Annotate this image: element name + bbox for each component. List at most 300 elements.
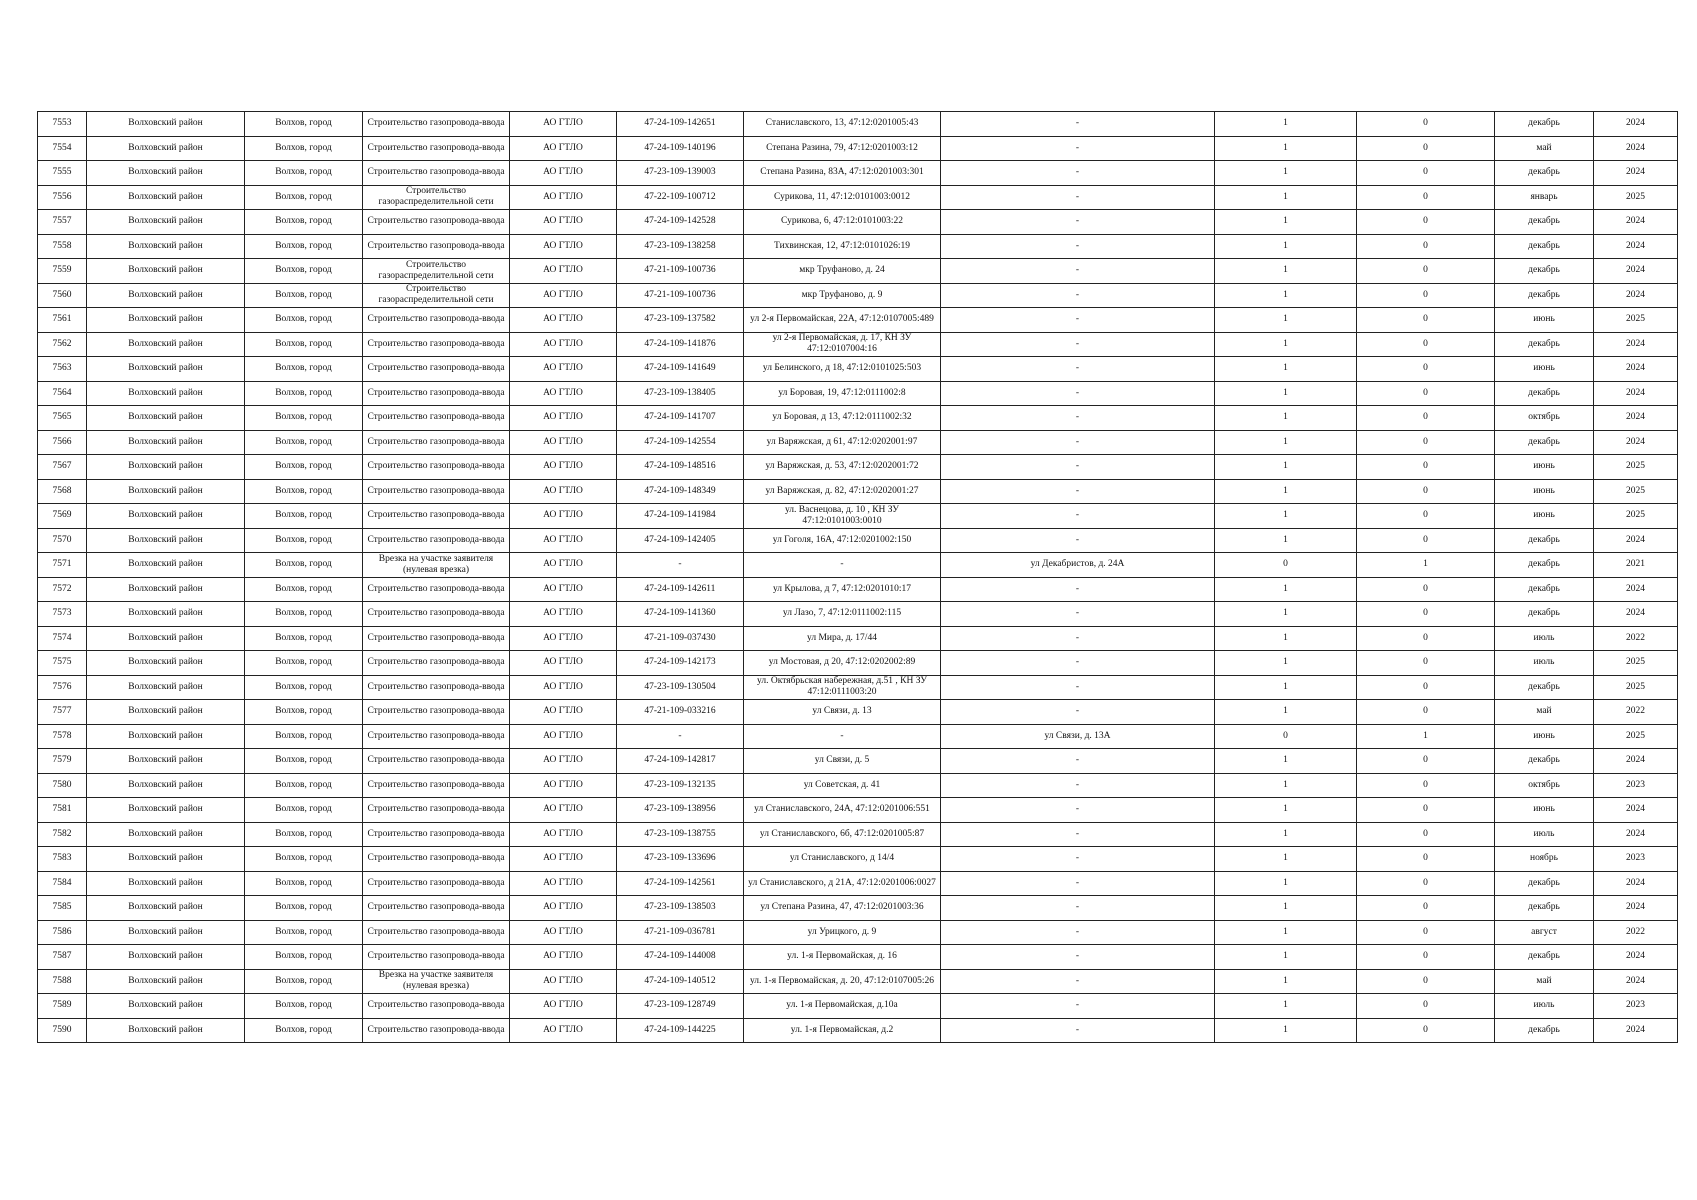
cell-year: 2025: [1594, 479, 1678, 504]
table-row: [38, 161, 1678, 186]
cell-count-a: 1: [1215, 822, 1357, 847]
cell-address: -: [744, 553, 941, 578]
cell-count-b: 0: [1357, 822, 1495, 847]
cell-settlement: Волхов, город: [245, 504, 363, 529]
cell-count-a: 1: [1215, 675, 1357, 700]
cell-count-a: 1: [1215, 994, 1357, 1019]
cell-address: -: [744, 724, 941, 749]
cell-count-b: 0: [1357, 210, 1495, 235]
cell-work-type: Строительство газопровода-ввода: [363, 332, 510, 357]
cell-address: Степана Разина, 79, 47:12:0201003:12: [744, 136, 941, 161]
cell-year: 2024: [1594, 161, 1678, 186]
cell-settlement: Волхов, город: [245, 455, 363, 480]
cell-work-type: Строительство газопровода-ввода: [363, 1018, 510, 1043]
cell-work-type: Строительство газопровода-ввода: [363, 210, 510, 235]
cell-address: Тихвинская, 12, 47:12:0101026:19: [744, 234, 941, 259]
cell-registry-number: -: [617, 724, 744, 749]
cell-district: Волховский район: [87, 969, 245, 994]
cell-row-number: 7581: [38, 798, 87, 823]
cell-count-b: 0: [1357, 283, 1495, 308]
table-row: [38, 920, 1678, 945]
cell-address: ул Крылова, д 7, 47:12:0201010:17: [744, 577, 941, 602]
cell-work-type: Строительство газопровода-ввода: [363, 749, 510, 774]
cell-month: май: [1495, 136, 1594, 161]
cell-registry-number: 47-23-109-138755: [617, 822, 744, 847]
table-row: [38, 749, 1678, 774]
cell-year: 2025: [1594, 308, 1678, 333]
cell-organization: АО ГТЛО: [510, 969, 617, 994]
cell-organization: АО ГТЛО: [510, 602, 617, 627]
cell-count-b: 0: [1357, 577, 1495, 602]
cell-year: 2024: [1594, 112, 1678, 137]
cell-district: Волховский район: [87, 112, 245, 137]
cell-registry-number: 47-23-109-138405: [617, 381, 744, 406]
cell-organization: АО ГТЛО: [510, 577, 617, 602]
table-row: [38, 1018, 1678, 1043]
cell-month: декабрь: [1495, 381, 1594, 406]
cell-count-b: 0: [1357, 871, 1495, 896]
cell-alt-address: -: [941, 798, 1215, 823]
cell-address: ул Лазо, 7, 47:12:0111002:115: [744, 602, 941, 627]
cell-organization: АО ГТЛО: [510, 798, 617, 823]
cell-row-number: 7570: [38, 528, 87, 553]
cell-alt-address: ул Декабристов, д. 24А: [941, 553, 1215, 578]
cell-count-b: 0: [1357, 920, 1495, 945]
cell-row-number: 7579: [38, 749, 87, 774]
cell-work-type: Строительство газораспределительной сети: [363, 185, 510, 210]
cell-year: 2025: [1594, 455, 1678, 480]
cell-registry-number: 47-24-109-144008: [617, 945, 744, 970]
cell-settlement: Волхов, город: [245, 822, 363, 847]
cell-organization: АО ГТЛО: [510, 1018, 617, 1043]
cell-district: Волховский район: [87, 234, 245, 259]
cell-count-a: 0: [1215, 724, 1357, 749]
cell-month: декабрь: [1495, 553, 1594, 578]
cell-address: ул Урицкого, д. 9: [744, 920, 941, 945]
cell-address: Степана Разина, 83А, 47:12:0201003:301: [744, 161, 941, 186]
cell-alt-address: -: [941, 357, 1215, 382]
cell-work-type: Строительство газопровода-ввода: [363, 504, 510, 529]
cell-count-a: 1: [1215, 700, 1357, 725]
cell-organization: АО ГТЛО: [510, 920, 617, 945]
cell-work-type: Строительство газопровода-ввода: [363, 528, 510, 553]
cell-count-a: 1: [1215, 430, 1357, 455]
cell-registry-number: 47-24-109-142405: [617, 528, 744, 553]
cell-alt-address: -: [941, 847, 1215, 872]
cell-settlement: Волхов, город: [245, 896, 363, 921]
cell-row-number: 7554: [38, 136, 87, 161]
cell-registry-number: 47-24-109-142561: [617, 871, 744, 896]
cell-count-a: 1: [1215, 847, 1357, 872]
table-row: [38, 896, 1678, 921]
cell-settlement: Волхов, город: [245, 969, 363, 994]
cell-settlement: Волхов, город: [245, 994, 363, 1019]
cell-count-a: 1: [1215, 357, 1357, 382]
cell-alt-address: -: [941, 381, 1215, 406]
cell-settlement: Волхов, город: [245, 847, 363, 872]
cell-count-b: 0: [1357, 675, 1495, 700]
cell-registry-number: 47-23-109-130504: [617, 675, 744, 700]
cell-year: 2024: [1594, 798, 1678, 823]
cell-month: июнь: [1495, 504, 1594, 529]
cell-year: 2024: [1594, 234, 1678, 259]
cell-year: 2022: [1594, 700, 1678, 725]
cell-year: 2024: [1594, 969, 1678, 994]
cell-registry-number: 47-21-109-037430: [617, 626, 744, 651]
cell-year: 2024: [1594, 259, 1678, 284]
cell-settlement: Волхов, город: [245, 381, 363, 406]
cell-alt-address: -: [941, 332, 1215, 357]
cell-alt-address: -: [941, 749, 1215, 774]
cell-year: 2025: [1594, 724, 1678, 749]
cell-month: июнь: [1495, 357, 1594, 382]
cell-registry-number: 47-24-109-142651: [617, 112, 744, 137]
cell-count-b: 0: [1357, 626, 1495, 651]
cell-address: ул. 1-я Первомайская, д.10а: [744, 994, 941, 1019]
cell-work-type: Строительство газопровода-ввода: [363, 798, 510, 823]
cell-row-number: 7588: [38, 969, 87, 994]
cell-work-type: Врезка на участке заявителя (нулевая врезка): [363, 969, 510, 994]
cell-registry-number: 47-24-109-141984: [617, 504, 744, 529]
cell-month: июнь: [1495, 455, 1594, 480]
cell-alt-address: -: [941, 185, 1215, 210]
table-row: [38, 112, 1678, 137]
cell-organization: АО ГТЛО: [510, 626, 617, 651]
table-row: [38, 651, 1678, 676]
cell-month: июль: [1495, 822, 1594, 847]
cell-month: декабрь: [1495, 283, 1594, 308]
cell-year: 2022: [1594, 920, 1678, 945]
cell-month: октябрь: [1495, 406, 1594, 431]
table-row: [38, 773, 1678, 798]
cell-organization: АО ГТЛО: [510, 553, 617, 578]
cell-address: ул Гоголя, 16А, 47:12:0201002:150: [744, 528, 941, 553]
cell-organization: АО ГТЛО: [510, 381, 617, 406]
cell-month: май: [1495, 969, 1594, 994]
cell-address: ул. Октябрьская набережная, д.51 , КН ЗУ 47:12:0111003:20: [744, 675, 941, 700]
cell-year: 2024: [1594, 896, 1678, 921]
cell-alt-address: -: [941, 822, 1215, 847]
cell-year: 2024: [1594, 406, 1678, 431]
table-row: [38, 847, 1678, 872]
cell-settlement: Волхов, город: [245, 210, 363, 235]
cell-count-b: 0: [1357, 969, 1495, 994]
cell-registry-number: 47-23-109-128749: [617, 994, 744, 1019]
cell-settlement: Волхов, город: [245, 136, 363, 161]
cell-year: 2024: [1594, 602, 1678, 627]
cell-address: ул Варяжская, д. 53, 47:12:0202001:72: [744, 455, 941, 480]
cell-work-type: Строительство газопровода-ввода: [363, 602, 510, 627]
cell-count-b: 0: [1357, 798, 1495, 823]
cell-registry-number: 47-23-109-138258: [617, 234, 744, 259]
cell-organization: АО ГТЛО: [510, 651, 617, 676]
cell-alt-address: -: [941, 1018, 1215, 1043]
cell-count-a: 1: [1215, 381, 1357, 406]
cell-month: июль: [1495, 626, 1594, 651]
cell-district: Волховский район: [87, 724, 245, 749]
cell-address: ул Связи, д. 13: [744, 700, 941, 725]
table-body: [38, 112, 1678, 1043]
cell-organization: АО ГТЛО: [510, 749, 617, 774]
cell-alt-address: -: [941, 406, 1215, 431]
cell-count-b: 0: [1357, 259, 1495, 284]
cell-month: октябрь: [1495, 773, 1594, 798]
cell-organization: АО ГТЛО: [510, 455, 617, 480]
cell-alt-address: -: [941, 430, 1215, 455]
cell-alt-address: -: [941, 945, 1215, 970]
table-row: [38, 553, 1678, 578]
cell-alt-address: -: [941, 602, 1215, 627]
cell-count-a: 1: [1215, 406, 1357, 431]
cell-address: Сурикова, 11, 47:12:0101003:0012: [744, 185, 941, 210]
cell-row-number: 7574: [38, 626, 87, 651]
cell-alt-address: -: [941, 112, 1215, 137]
cell-count-b: 0: [1357, 430, 1495, 455]
cell-settlement: Волхов, город: [245, 700, 363, 725]
cell-alt-address: -: [941, 675, 1215, 700]
cell-work-type: Строительство газопровода-ввода: [363, 700, 510, 725]
cell-row-number: 7580: [38, 773, 87, 798]
table-row: [38, 700, 1678, 725]
table-row: [38, 259, 1678, 284]
cell-district: Волховский район: [87, 381, 245, 406]
cell-organization: АО ГТЛО: [510, 773, 617, 798]
cell-year: 2025: [1594, 185, 1678, 210]
cell-registry-number: 47-24-109-141649: [617, 357, 744, 382]
cell-row-number: 7587: [38, 945, 87, 970]
cell-count-b: 0: [1357, 161, 1495, 186]
cell-organization: АО ГТЛО: [510, 945, 617, 970]
cell-count-b: 0: [1357, 185, 1495, 210]
cell-district: Волховский район: [87, 920, 245, 945]
cell-district: Волховский район: [87, 136, 245, 161]
cell-year: 2024: [1594, 749, 1678, 774]
cell-alt-address: -: [941, 136, 1215, 161]
cell-work-type: Врезка на участке заявителя (нулевая врезка): [363, 553, 510, 578]
cell-settlement: Волхов, город: [245, 332, 363, 357]
cell-address: ул. 1-я Первомайская, д.2: [744, 1018, 941, 1043]
cell-address: ул Степана Разина, 47, 47:12:0201003:36: [744, 896, 941, 921]
cell-work-type: Строительство газопровода-ввода: [363, 112, 510, 137]
cell-month: декабрь: [1495, 945, 1594, 970]
cell-alt-address: -: [941, 234, 1215, 259]
table-row: [38, 602, 1678, 627]
cell-district: Волховский район: [87, 283, 245, 308]
cell-settlement: Волхов, город: [245, 626, 363, 651]
table-row: [38, 528, 1678, 553]
cell-organization: АО ГТЛО: [510, 700, 617, 725]
cell-count-b: 0: [1357, 381, 1495, 406]
cell-district: Волховский район: [87, 626, 245, 651]
cell-registry-number: 47-24-109-142554: [617, 430, 744, 455]
cell-count-a: 1: [1215, 332, 1357, 357]
cell-address: мкр Труфаново, д. 9: [744, 283, 941, 308]
cell-registry-number: 47-24-109-142173: [617, 651, 744, 676]
table-row: [38, 479, 1678, 504]
cell-district: Волховский район: [87, 357, 245, 382]
cell-count-b: 1: [1357, 553, 1495, 578]
cell-work-type: Строительство газопровода-ввода: [363, 577, 510, 602]
cell-settlement: Волхов, город: [245, 112, 363, 137]
cell-year: 2023: [1594, 773, 1678, 798]
cell-work-type: Строительство газопровода-ввода: [363, 136, 510, 161]
cell-organization: АО ГТЛО: [510, 259, 617, 284]
cell-settlement: Волхов, город: [245, 749, 363, 774]
cell-count-b: 0: [1357, 945, 1495, 970]
cell-work-type: Строительство газопровода-ввода: [363, 822, 510, 847]
cell-district: Волховский район: [87, 847, 245, 872]
cell-registry-number: 47-24-109-142817: [617, 749, 744, 774]
cell-month: июнь: [1495, 308, 1594, 333]
cell-settlement: Волхов, город: [245, 651, 363, 676]
cell-count-b: 0: [1357, 773, 1495, 798]
cell-month: июль: [1495, 994, 1594, 1019]
cell-address: ул Боровая, 19, 47:12:0111002:8: [744, 381, 941, 406]
cell-count-a: 1: [1215, 626, 1357, 651]
cell-district: Волховский район: [87, 161, 245, 186]
cell-row-number: 7578: [38, 724, 87, 749]
cell-count-b: 0: [1357, 749, 1495, 774]
cell-work-type: Строительство газопровода-ввода: [363, 479, 510, 504]
cell-district: Волховский район: [87, 773, 245, 798]
table-row: [38, 430, 1678, 455]
cell-row-number: 7566: [38, 430, 87, 455]
cell-count-a: 1: [1215, 455, 1357, 480]
table-row: [38, 724, 1678, 749]
cell-registry-number: 47-24-109-141360: [617, 602, 744, 627]
cell-month: август: [1495, 920, 1594, 945]
cell-month: июнь: [1495, 724, 1594, 749]
cell-organization: АО ГТЛО: [510, 479, 617, 504]
cell-count-a: 1: [1215, 528, 1357, 553]
cell-settlement: Волхов, город: [245, 161, 363, 186]
cell-alt-address: -: [941, 283, 1215, 308]
cell-month: май: [1495, 700, 1594, 725]
cell-year: 2024: [1594, 210, 1678, 235]
cell-count-b: 0: [1357, 332, 1495, 357]
cell-organization: АО ГТЛО: [510, 185, 617, 210]
cell-row-number: 7572: [38, 577, 87, 602]
cell-row-number: 7564: [38, 381, 87, 406]
cell-organization: АО ГТЛО: [510, 724, 617, 749]
cell-month: декабрь: [1495, 112, 1594, 137]
cell-work-type: Строительство газопровода-ввода: [363, 847, 510, 872]
cell-settlement: Волхов, город: [245, 945, 363, 970]
cell-work-type: Строительство газопровода-ввода: [363, 675, 510, 700]
cell-year: 2025: [1594, 651, 1678, 676]
cell-year: 2023: [1594, 994, 1678, 1019]
cell-registry-number: 47-24-109-140196: [617, 136, 744, 161]
cell-month: июнь: [1495, 479, 1594, 504]
cell-district: Волховский район: [87, 749, 245, 774]
cell-alt-address: -: [941, 896, 1215, 921]
cell-address: Станиславского, 13, 47:12:0201005:43: [744, 112, 941, 137]
cell-registry-number: 47-23-109-133696: [617, 847, 744, 872]
table-row: [38, 969, 1678, 994]
table-row: [38, 626, 1678, 651]
cell-organization: АО ГТЛО: [510, 308, 617, 333]
cell-count-a: 1: [1215, 798, 1357, 823]
cell-row-number: 7575: [38, 651, 87, 676]
cell-alt-address: -: [941, 871, 1215, 896]
cell-count-a: 1: [1215, 577, 1357, 602]
cell-settlement: Волхов, город: [245, 406, 363, 431]
cell-count-a: 1: [1215, 969, 1357, 994]
cell-work-type: Строительство газопровода-ввода: [363, 357, 510, 382]
cell-count-b: 0: [1357, 406, 1495, 431]
cell-registry-number: 47-23-109-139003: [617, 161, 744, 186]
cell-work-type: Строительство газопровода-ввода: [363, 651, 510, 676]
cell-registry-number: 47-24-109-144225: [617, 1018, 744, 1043]
cell-alt-address: -: [941, 455, 1215, 480]
cell-year: 2023: [1594, 847, 1678, 872]
cell-month: декабрь: [1495, 430, 1594, 455]
cell-count-a: 1: [1215, 920, 1357, 945]
cell-settlement: Волхов, город: [245, 430, 363, 455]
cell-count-a: 1: [1215, 259, 1357, 284]
data-table: [37, 111, 1678, 1043]
cell-year: 2024: [1594, 1018, 1678, 1043]
cell-district: Волховский район: [87, 479, 245, 504]
cell-settlement: Волхов, город: [245, 871, 363, 896]
cell-year: 2024: [1594, 283, 1678, 308]
cell-count-a: 1: [1215, 479, 1357, 504]
cell-registry-number: 47-24-109-142528: [617, 210, 744, 235]
cell-district: Волховский район: [87, 822, 245, 847]
cell-count-a: 1: [1215, 308, 1357, 333]
cell-work-type: Строительство газопровода-ввода: [363, 430, 510, 455]
cell-settlement: Волхов, город: [245, 234, 363, 259]
cell-row-number: 7563: [38, 357, 87, 382]
cell-district: Волховский район: [87, 798, 245, 823]
cell-count-a: 1: [1215, 112, 1357, 137]
cell-settlement: Волхов, город: [245, 602, 363, 627]
cell-settlement: Волхов, город: [245, 259, 363, 284]
cell-alt-address: -: [941, 504, 1215, 529]
cell-organization: АО ГТЛО: [510, 430, 617, 455]
cell-organization: АО ГТЛО: [510, 822, 617, 847]
cell-year: 2024: [1594, 577, 1678, 602]
cell-count-b: 0: [1357, 234, 1495, 259]
cell-count-a: 1: [1215, 602, 1357, 627]
table-row: [38, 798, 1678, 823]
cell-registry-number: 47-21-109-036781: [617, 920, 744, 945]
cell-year: 2024: [1594, 332, 1678, 357]
cell-organization: АО ГТЛО: [510, 161, 617, 186]
table-row: [38, 675, 1678, 700]
table-row: [38, 504, 1678, 529]
cell-month: декабрь: [1495, 675, 1594, 700]
cell-month: январь: [1495, 185, 1594, 210]
cell-alt-address: -: [941, 308, 1215, 333]
cell-address: ул Белинского, д 18, 47:12:0101025:503: [744, 357, 941, 382]
table-row: [38, 357, 1678, 382]
cell-settlement: Волхов, город: [245, 185, 363, 210]
cell-alt-address: -: [941, 577, 1215, 602]
cell-work-type: Строительство газопровода-ввода: [363, 773, 510, 798]
cell-organization: АО ГТЛО: [510, 283, 617, 308]
cell-district: Волховский район: [87, 430, 245, 455]
cell-row-number: 7555: [38, 161, 87, 186]
cell-organization: АО ГТЛО: [510, 504, 617, 529]
cell-month: декабрь: [1495, 259, 1594, 284]
cell-row-number: 7583: [38, 847, 87, 872]
cell-work-type: Строительство газопровода-ввода: [363, 234, 510, 259]
cell-count-a: 1: [1215, 945, 1357, 970]
cell-address: ул Боровая, д 13, 47:12:0111002:32: [744, 406, 941, 431]
table-row: [38, 945, 1678, 970]
cell-alt-address: -: [941, 700, 1215, 725]
